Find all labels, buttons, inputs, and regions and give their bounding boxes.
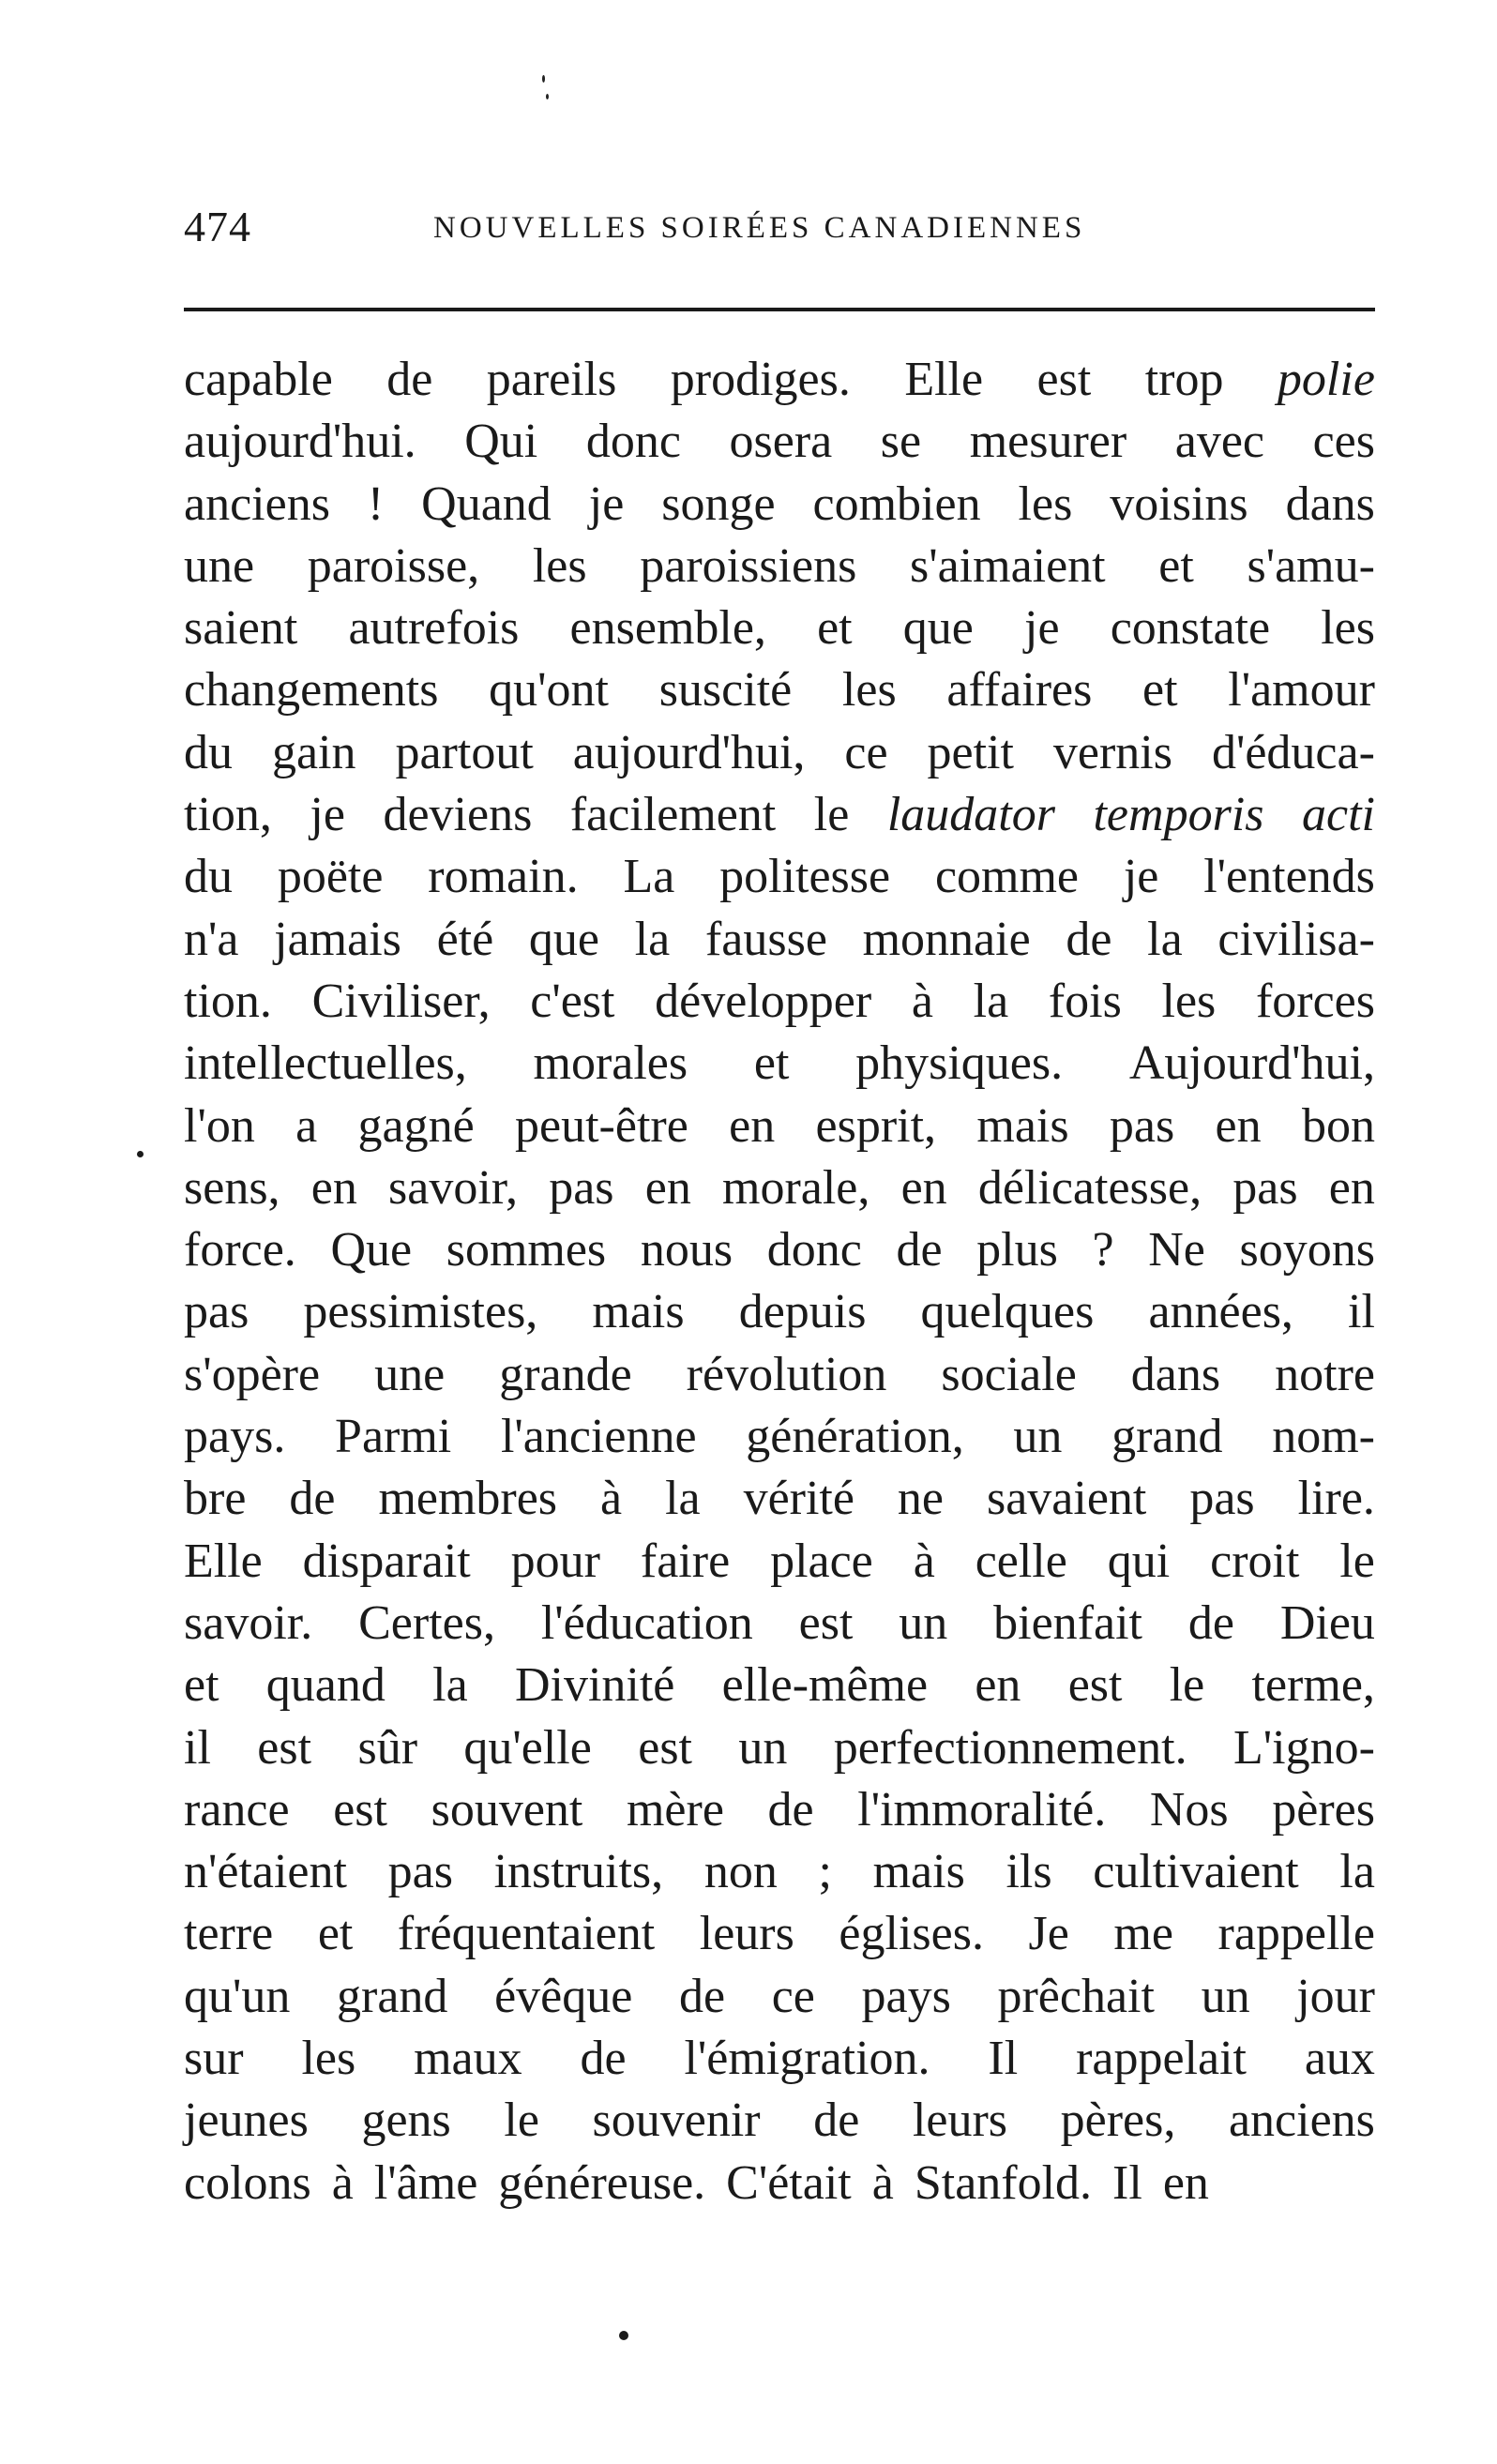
- word: Certes,: [358, 1595, 495, 1650]
- word: rappelle: [1217, 1907, 1375, 1961]
- word: un: [738, 1720, 788, 1775]
- word: un: [899, 1595, 948, 1650]
- header-rule: [184, 308, 1375, 311]
- word: Je: [1028, 1907, 1069, 1961]
- word: révolution: [686, 1347, 887, 1401]
- word: Stanfold.: [914, 2155, 1093, 2210]
- word: que: [528, 912, 600, 966]
- word: délicatesse,: [977, 1160, 1202, 1215]
- word: est: [1036, 353, 1092, 406]
- word: pas: [1109, 1098, 1175, 1153]
- word: les: [1161, 974, 1217, 1028]
- word: de: [896, 1223, 943, 1277]
- word: une: [184, 538, 255, 593]
- word: Il: [988, 2032, 1019, 2086]
- word: il: [184, 1720, 211, 1775]
- word: l'entends: [1203, 850, 1375, 904]
- word: en: [975, 1658, 1021, 1713]
- text-line: [184, 846, 1375, 908]
- word: de: [767, 1782, 814, 1837]
- text-line: [184, 1219, 1375, 1281]
- word: politesse: [719, 850, 891, 904]
- text-line: [184, 349, 1375, 411]
- word: n'étaient: [184, 1845, 347, 1899]
- text-line: [184, 1593, 1375, 1655]
- word: pour: [510, 1534, 600, 1588]
- word: celle: [975, 1534, 1067, 1588]
- word: la: [634, 912, 671, 966]
- ink-speck: [546, 94, 549, 99]
- word: du: [184, 725, 233, 779]
- word: voisins: [1110, 476, 1248, 531]
- ink-speck: [542, 75, 545, 83]
- word: l'ancienne: [500, 1410, 697, 1464]
- word: Nos: [1149, 1782, 1229, 1837]
- word: peut-être: [515, 1098, 688, 1153]
- word: qu'un: [184, 1969, 291, 2023]
- word: morale,: [722, 1160, 870, 1215]
- word: souvent: [431, 1782, 583, 1837]
- text-line: [184, 1344, 1375, 1406]
- word: à: [913, 1534, 935, 1588]
- word: Il: [1112, 2155, 1142, 2210]
- word: cultivaient: [1093, 1845, 1299, 1899]
- word: est: [333, 1782, 387, 1837]
- word: s'amu-: [1247, 538, 1375, 593]
- word: plus: [976, 1223, 1058, 1277]
- margin-mark: [137, 1151, 144, 1157]
- word: comme: [934, 850, 1080, 904]
- word: que: [902, 601, 974, 656]
- word: notre: [1275, 1347, 1375, 1401]
- text-line: [184, 1281, 1375, 1343]
- word: gain: [271, 725, 356, 779]
- text-line: [184, 2090, 1375, 2152]
- word: aujourd'hui.: [184, 415, 416, 469]
- word: n'a: [184, 912, 239, 966]
- text-line: [184, 536, 1375, 597]
- word: anciens: [1228, 2094, 1375, 2148]
- word: forces: [1255, 974, 1375, 1028]
- word: mesurer: [969, 415, 1127, 469]
- text-line: [184, 1406, 1375, 1468]
- text-line: [184, 1033, 1375, 1095]
- word: les: [1018, 476, 1073, 531]
- word: de: [813, 2094, 860, 2148]
- word: terme,: [1251, 1658, 1375, 1713]
- word: pays.: [184, 1410, 286, 1464]
- word: c'est: [530, 974, 615, 1028]
- word: fois: [1048, 974, 1122, 1028]
- word: pessimistes,: [303, 1285, 538, 1339]
- word: bienfait: [993, 1595, 1142, 1650]
- word: quand: [265, 1658, 386, 1713]
- word: ne: [897, 1472, 945, 1526]
- word: aujourd'hui,: [572, 725, 806, 779]
- word: est: [257, 1720, 312, 1775]
- word: colons: [184, 2155, 311, 2210]
- word: bon: [1301, 1098, 1375, 1153]
- word: sûr: [357, 1720, 418, 1775]
- word: la: [665, 1472, 701, 1526]
- word: capable: [184, 353, 333, 406]
- text-line: [184, 1655, 1375, 1716]
- word: à: [331, 2155, 354, 2210]
- word: il: [1348, 1285, 1375, 1339]
- word: en: [729, 1098, 776, 1153]
- word: romain.: [428, 850, 579, 904]
- word: depuis: [738, 1285, 867, 1339]
- word: elle-même: [721, 1658, 929, 1713]
- word: songe: [661, 476, 776, 531]
- word: pareils: [486, 353, 617, 406]
- word: mère: [626, 1782, 724, 1837]
- word: églises.: [839, 1907, 984, 1961]
- word: la: [1339, 1845, 1375, 1899]
- word: temporis: [1093, 788, 1264, 842]
- word: petit: [927, 725, 1014, 779]
- word: le: [813, 788, 850, 842]
- word: développer: [655, 974, 872, 1028]
- word: a: [295, 1098, 318, 1153]
- word: anciens: [184, 476, 330, 531]
- word: évêque: [494, 1969, 633, 2023]
- word: de: [580, 2032, 627, 2086]
- word: tion,: [184, 788, 272, 842]
- page-header: [184, 202, 1369, 258]
- word: en: [1328, 1160, 1375, 1215]
- word: Elle: [184, 1534, 263, 1588]
- word: et: [1158, 538, 1194, 593]
- word: je: [1024, 601, 1060, 656]
- word: se: [880, 415, 922, 469]
- word: l'immoralité.: [857, 1782, 1107, 1837]
- word: et: [817, 601, 853, 656]
- word: suscité: [658, 663, 793, 718]
- text-line: [184, 1779, 1375, 1841]
- word: Elle: [904, 353, 984, 406]
- word: polie: [1277, 353, 1375, 406]
- word: disparait: [302, 1534, 471, 1588]
- word: jamais: [274, 912, 401, 966]
- body-text: [184, 349, 1375, 2215]
- word: sens,: [184, 1160, 280, 1215]
- word: Aujourd'hui,: [1128, 1036, 1375, 1091]
- word: affaires: [946, 663, 1093, 718]
- word: morales: [533, 1036, 688, 1091]
- word: le: [1169, 1658, 1205, 1713]
- word: non: [703, 1845, 778, 1899]
- word: à: [911, 974, 933, 1028]
- word: grand: [337, 1969, 448, 2023]
- word: terre: [184, 1907, 274, 1961]
- word: en: [644, 1160, 691, 1215]
- word: en: [310, 1160, 357, 1215]
- word: jeunes: [184, 2094, 309, 2148]
- word: maux: [414, 2032, 522, 2086]
- word: années,: [1148, 1285, 1293, 1339]
- word: un: [1013, 1410, 1063, 1464]
- word: les: [532, 538, 587, 593]
- word: l'âme: [373, 2155, 478, 2210]
- text-line: [184, 1531, 1375, 1593]
- word: l'émigration.: [684, 2032, 930, 2086]
- word: autrefois: [348, 601, 520, 656]
- word: La: [623, 850, 675, 904]
- word: et: [753, 1036, 790, 1091]
- word: prodiges.: [670, 353, 851, 406]
- word: la: [973, 974, 1009, 1028]
- word: en: [900, 1160, 947, 1215]
- word: le: [504, 2094, 539, 2148]
- text-line: [184, 722, 1375, 784]
- word: fréquentaient: [397, 1907, 656, 1961]
- word: esprit,: [815, 1098, 937, 1153]
- text-line: [184, 1903, 1375, 1965]
- word: sur: [184, 2032, 244, 2086]
- text-line: [184, 909, 1375, 971]
- word: en: [1215, 1098, 1262, 1153]
- text-line: [184, 411, 1375, 473]
- word: quelques: [920, 1285, 1095, 1339]
- word: mais: [872, 1845, 965, 1899]
- text-line: [184, 2028, 1375, 2090]
- word: pas: [1189, 1472, 1255, 1526]
- word: vérité: [743, 1472, 854, 1526]
- footer-mark: [619, 2331, 628, 2340]
- word: force.: [184, 1223, 296, 1277]
- word: qui: [1107, 1534, 1171, 1588]
- word: est: [798, 1595, 854, 1650]
- word: pas: [184, 1285, 250, 1339]
- word: la: [1147, 912, 1183, 966]
- word: savoir,: [388, 1160, 519, 1215]
- word: leurs: [699, 1907, 794, 1961]
- word: je: [310, 788, 345, 842]
- word: membres: [378, 1472, 558, 1526]
- word: me: [1113, 1907, 1173, 1961]
- word: place: [770, 1534, 873, 1588]
- word: nom-: [1272, 1410, 1375, 1464]
- word: lire.: [1297, 1472, 1375, 1526]
- word: ce: [771, 1969, 815, 2023]
- word: dans: [1130, 1347, 1221, 1401]
- word: de: [1066, 912, 1112, 966]
- word: pas: [387, 1845, 453, 1899]
- word: sommes: [446, 1223, 607, 1277]
- word: de: [1187, 1595, 1234, 1650]
- word: qu'elle: [463, 1720, 592, 1775]
- page-number: 474: [184, 203, 251, 250]
- word: ce: [844, 725, 888, 779]
- text-line: [184, 2153, 1375, 2215]
- word: gens: [361, 2094, 451, 2148]
- word: et: [184, 1658, 219, 1713]
- text-line: [184, 1468, 1375, 1530]
- word: été: [436, 912, 494, 966]
- word: grand: [1111, 1410, 1223, 1464]
- word: l'on: [184, 1098, 255, 1153]
- word: physiques.: [855, 1036, 1064, 1091]
- text-line: [184, 1096, 1375, 1157]
- word: leurs: [912, 2094, 1008, 2148]
- word: ces: [1312, 415, 1375, 469]
- word: jour: [1296, 1969, 1375, 2023]
- word: savaient: [986, 1472, 1147, 1526]
- word: nous: [640, 1223, 733, 1277]
- word: changements: [184, 663, 439, 718]
- word: Ne: [1148, 1223, 1205, 1277]
- word: les: [301, 2032, 356, 2086]
- word: pères,: [1060, 2094, 1176, 2148]
- text-line: [184, 1157, 1375, 1219]
- word: souvenir: [592, 2094, 761, 2148]
- word: deviens: [383, 788, 533, 842]
- word: en: [1162, 2155, 1209, 2210]
- word: de: [678, 1969, 726, 2023]
- word: acti: [1302, 788, 1375, 842]
- word: perfectionnement.: [833, 1720, 1187, 1775]
- word: pas: [1232, 1160, 1298, 1215]
- word: je: [1123, 850, 1159, 904]
- word: du: [184, 850, 233, 904]
- word: vernis: [1052, 725, 1172, 779]
- word: C'était: [726, 2155, 852, 2210]
- word: partout: [395, 725, 534, 779]
- word: pères: [1272, 1782, 1375, 1837]
- word: facilement: [569, 788, 777, 842]
- word: monnaie: [862, 912, 1031, 966]
- word: saient: [184, 601, 298, 656]
- word: Qui: [464, 415, 538, 469]
- word: bre: [184, 1472, 247, 1526]
- word: ?: [1092, 1223, 1114, 1277]
- word: d'éduca-: [1211, 725, 1375, 779]
- word: croit: [1210, 1534, 1300, 1588]
- word: de: [289, 1472, 336, 1526]
- word: et: [317, 1907, 354, 1961]
- word: osera: [729, 415, 833, 469]
- word: mais: [592, 1285, 685, 1339]
- word: soyons: [1239, 1223, 1375, 1277]
- word: gagné: [357, 1098, 475, 1153]
- word: les: [1321, 601, 1375, 656]
- word: civilisa-: [1217, 912, 1375, 966]
- word: génération,: [746, 1410, 964, 1464]
- text-line: [184, 597, 1375, 659]
- word: le: [1339, 1534, 1375, 1588]
- word: Parmi: [335, 1410, 452, 1464]
- word: qu'ont: [489, 663, 609, 718]
- text-line: [184, 1717, 1375, 1779]
- word: tion.: [184, 974, 272, 1028]
- word: instruits,: [493, 1845, 664, 1899]
- word: les: [841, 663, 897, 718]
- word: un: [1201, 1969, 1250, 2023]
- word: prêchait: [997, 1969, 1155, 2023]
- word: laudator: [886, 788, 1055, 842]
- word: fausse: [704, 912, 827, 966]
- word: poëte: [277, 850, 384, 904]
- word: L'igno-: [1233, 1720, 1375, 1775]
- word: ensemble,: [569, 601, 766, 656]
- word: !: [367, 476, 385, 531]
- text-line: [184, 1841, 1375, 1903]
- running-title: NOUVELLES SOIRÉES CANADIENNES: [433, 211, 1086, 245]
- word: paroissiens: [640, 538, 857, 593]
- word: savoir.: [184, 1595, 313, 1650]
- word: généreuse.: [498, 2155, 706, 2210]
- word: paroisse,: [307, 538, 480, 593]
- word: avec: [1174, 415, 1265, 469]
- text-line: [184, 971, 1375, 1033]
- word: rance: [184, 1782, 290, 1837]
- word: ils: [1006, 1845, 1052, 1899]
- word: combien: [812, 476, 981, 531]
- word: s'opère: [184, 1347, 321, 1401]
- text-line: [184, 474, 1375, 536]
- word: dans: [1285, 476, 1375, 531]
- word: de: [386, 353, 433, 406]
- word: Dieu: [1279, 1595, 1375, 1650]
- word: trop: [1144, 353, 1224, 406]
- word: ;: [818, 1845, 832, 1899]
- text-line: [184, 784, 1375, 846]
- word: s'aimaient: [909, 538, 1106, 593]
- word: l'amour: [1228, 663, 1375, 718]
- text-line: [184, 1966, 1375, 2028]
- word: donc: [766, 1223, 862, 1277]
- word: et: [1142, 663, 1178, 718]
- word: pas: [549, 1160, 614, 1215]
- word: à: [600, 1472, 623, 1526]
- word: intellectuelles,: [184, 1036, 467, 1091]
- word: je: [588, 476, 625, 531]
- word: est: [638, 1720, 692, 1775]
- word: grande: [499, 1347, 632, 1401]
- word: aux: [1304, 2032, 1375, 2086]
- word: une: [374, 1347, 446, 1401]
- word: la: [432, 1658, 468, 1713]
- text-line: [184, 659, 1375, 721]
- word: Quand: [421, 476, 552, 531]
- word: constate: [1110, 601, 1271, 656]
- word: est: [1067, 1658, 1123, 1713]
- word: rappelait: [1076, 2032, 1247, 2086]
- word: Que: [330, 1223, 413, 1277]
- word: Divinité: [514, 1658, 675, 1713]
- word: l'éducation: [540, 1595, 753, 1650]
- word: mais: [976, 1098, 1069, 1153]
- word: sociale: [941, 1347, 1077, 1401]
- word: faire: [640, 1534, 731, 1588]
- word: donc: [585, 415, 681, 469]
- word: Civiliser,: [311, 974, 491, 1028]
- word: à: [871, 2155, 894, 2210]
- word: pays: [861, 1969, 951, 2023]
